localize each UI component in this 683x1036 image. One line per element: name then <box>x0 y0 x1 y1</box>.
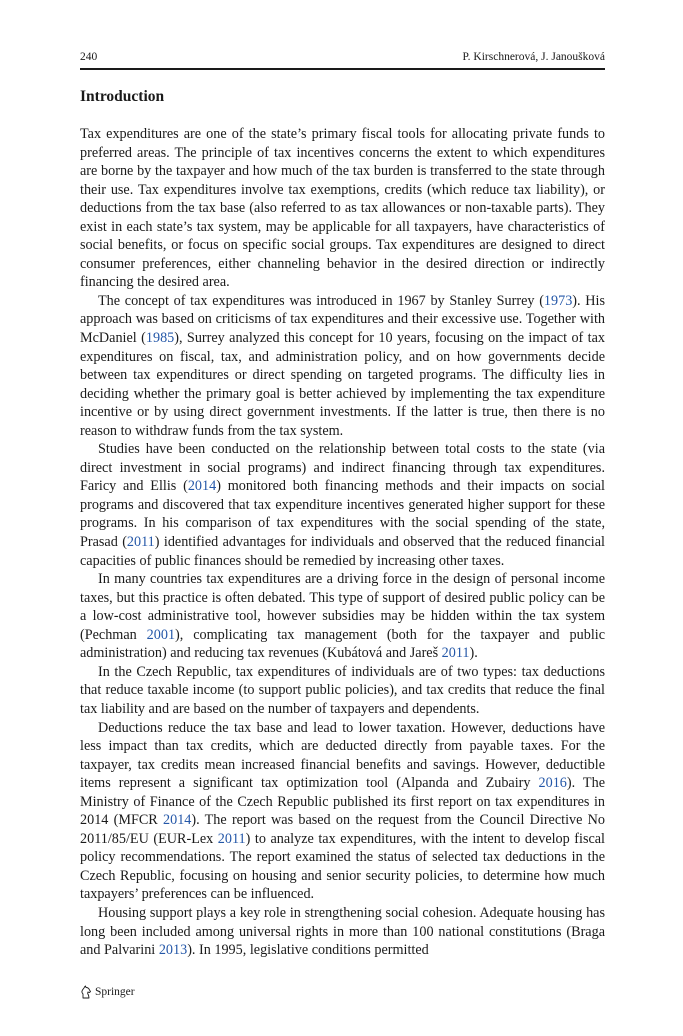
running-head <box>80 50 605 64</box>
citation-link[interactable]: 2014 <box>187 478 217 495</box>
publisher-name: Springer <box>95 986 135 998</box>
paragraph-text: In many countries tax expenditures are a driving force in the design of personal income taxes, but this practice is often debated. This type of support of desired public policy can be a low-cost administrative tool, however subsidies may be hidden within the tax system (Pechman <box>80 571 605 643</box>
springer-horse-icon <box>80 985 92 999</box>
publisher-footer <box>80 985 135 999</box>
citation-link[interactable]: 2011 <box>126 534 155 551</box>
paragraph-text: ), Surrey analyzed this concept for 10 years, focusing on the impact of tax expenditures on fiscal, tax, and administration policy, and on how governments decide between tax expenditures or direct spending on targeted programs. The difficulty lies in deciding whether the primary goal is better achieved by implementing the tax expenditure incentive or by using direct government investments. If the latter is true, then there is no reason to withdraw funds from the tax system. <box>80 330 605 439</box>
citation-link[interactable]: 2011 <box>217 830 246 847</box>
paragraph-text: ). The report was based on the request from the Council Directive No 2011/85/EU (EUR-Lex <box>80 812 606 847</box>
citation-link[interactable]: 2011 <box>441 645 470 662</box>
header-rule <box>80 68 605 70</box>
section-heading: Introduction <box>80 88 165 105</box>
paragraph-text: Studies have been conducted on the relationship between total costs to the state (via direct investment in social programs) and indirect financing through tax expenditures. Faricy and Ellis ( <box>80 441 605 495</box>
paragraph <box>80 125 605 292</box>
paragraph <box>80 663 605 719</box>
paragraph-text: ). His approach was based on criticisms of tax expenditures and their excessive use. Together with McDaniel ( <box>80 292 605 347</box>
author-names: P. Kirschnerová, J. Janoušková <box>462 51 605 63</box>
paragraph-text: ). The Ministry of Finance of the Czech Republic published its first report on tax expenditures in 2014 (MFCR <box>80 775 605 829</box>
paragraph <box>80 719 605 904</box>
paragraph-text: ) monitored both financing methods and their impacts on social programs and discovered that tax expenditure incentives generated higher support for these programs. In his comparison of tax expenditures with the social spending of the state, Prasad ( <box>80 478 606 551</box>
paragraph-text: ) to analyze tax expenditures, with the intent to develop fiscal policy recommendations. The report examined the status of selected tax deductions in the Czech Republic, focusing on housing and senior security policies, to determine how much taxpayers’ preferences can be influenced. <box>80 830 606 903</box>
citation-link[interactable]: 2001 <box>146 626 176 643</box>
paragraph-text: ). <box>469 645 478 662</box>
paragraph-text: Housing support plays a key role in strengthening social cohesion. Adequate housing has long been included among universal rights in more than 100 national constitutions (Braga and Palvarini <box>80 904 605 959</box>
citation-link[interactable]: 2016 <box>538 775 567 792</box>
citation-link[interactable]: 1973 <box>543 292 573 309</box>
paragraph-text: In the Czech Republic, tax expenditures of individuals are of two types: tax deductions that reduce taxable income (to support public policies), and tax credits that reduce the final tax liability and are based on the number of taxpayers and dependents. <box>80 663 605 717</box>
citation-link[interactable]: 2013 <box>158 942 188 959</box>
paragraph-text: Tax expenditures are one of the state’s primary fiscal tools for allocating private funds to preferred areas. The principle of tax incentives concerns the extent to which expenditures are borne by the taxpayer and how much of the tax burden is transferred to the state through their use. Tax expenditures involve tax exemptions, credits (which reduce tax liability), or deductions from the tax base (also referred to as tax allowances or non-taxable parts). They exist in each state’s tax system, may be applicable for all taxpayers, have characteristics of social benefits, or focus on specific social groups. Tax expenditures are designed to direct consumer preferences, either channeling behavior in the desired direction or indirectly financing the desired area. <box>80 126 605 291</box>
body-text <box>80 125 605 960</box>
paragraph-text: ) identified advantages for individuals and observed that the reduced financial capacities of public finances should be remedied by increasing other taxes. <box>80 534 605 569</box>
paragraph-text: The concept of tax expenditures was introduced in 1967 by Stanley Surrey ( <box>98 292 544 309</box>
paragraph <box>80 292 605 440</box>
paragraph-text: ), complicating tax management (both for the taxpayer and public administration) and reducing tax revenues (Kubátová and Jareš <box>80 626 606 662</box>
paragraph-text: Deductions reduce the tax base and lead to lower taxation. However, deductions have less impact than tax credits, which are deducted directly from payable taxes. For the taxpayer, tax credits mean increased financial benefits and savings. However, deductible items represent a significant tax optimization tool (Alpanda and Zubairy <box>80 719 605 792</box>
paragraph <box>80 904 605 960</box>
paragraph-text: ). In 1995, legislative conditions permitted <box>187 942 429 959</box>
paragraph <box>80 570 605 663</box>
page-number: 240 <box>80 51 98 63</box>
citation-link[interactable]: 2014 <box>163 812 192 829</box>
citation-link[interactable]: 1985 <box>145 330 175 347</box>
paragraph <box>80 440 605 570</box>
